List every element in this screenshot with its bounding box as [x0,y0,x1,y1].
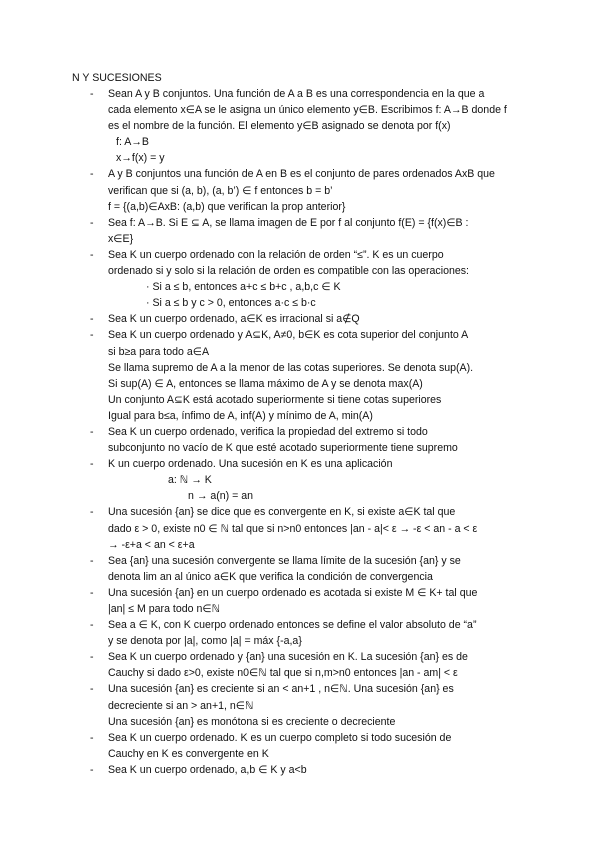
text-line: Una sucesión {an} es creciente si an < an+1 , n∈ℕ. Una sucesión {an} es [108,683,454,696]
text-line: y se denota por |a|, como |a| = máx {-a,a} [108,635,302,648]
list-item [0,424,600,456]
text-line: Sea K un cuerpo ordenado con la relación de orden “≤”. K es un cuerpo [108,248,444,261]
bullet-dash: - [90,168,94,181]
bullet-dash: - [90,329,94,342]
text-line: es el nombre de la función. El elemento y∈B asignado se denota por f(x) [108,120,451,133]
text-line: subconjunto no vacío de K que esté acotado superiormente tiene supremo [108,442,458,455]
bullet-dash: - [90,554,94,567]
list-item [0,215,600,247]
text-line: Sea K un cuerpo ordenado y {an} una sucesión en K. La sucesión {an} es de [108,651,468,664]
text-line: |an| ≤ M para todo n∈ℕ [108,603,221,615]
formula-line: f: A→B [116,136,149,149]
formula-line: a: ℕ → K [168,474,212,487]
list-item [0,585,600,617]
text-line: denota lim an al único a∈K que verifica la condición de convergencia [108,570,433,583]
list-item [0,311,600,327]
section-title: N Y SUCESIONES [72,72,162,84]
text-line: K un cuerpo ordenado. Una sucesión en K es una aplicación [108,458,393,471]
list-item [0,681,600,729]
bullet-dash: - [90,586,94,599]
text-line: Sea K un cuerpo ordenado, verifica la propiedad del extremo si todo [108,425,428,438]
text-line: Sea K un cuerpo ordenado, a∈K es irracional si a∉Q [108,313,360,326]
list-item [0,456,600,504]
list-item [0,553,600,585]
definitions-list [0,86,600,778]
list-item [0,617,600,649]
text-line: Una sucesión {an} en un cuerpo ordenado es acotada si existe M ∈ K+ tal que [108,586,478,599]
text-line: Una sucesión {an} se dice que es convergente en K, si existe a∈K tal que [108,506,456,519]
bullet-dash: - [90,216,94,229]
text-line: Sea {an} una sucesión convergente se llama límite de la sucesión {an} y se [108,554,461,567]
text-line: Si sup(A) ∈ A, entonces se llama máximo de A y se denota max(A) [108,377,423,390]
text-line: A y B conjuntos una función de A en B es el conjunto de pares ordenados AxB que [108,168,495,181]
sub-point: · Si a ≤ b, entonces a+c ≤ b+c , a,b,c ∈ K [146,281,341,294]
bullet-dash: - [90,313,94,326]
text-line: Sea a ∈ K, con K cuerpo ordenado entonces se define el valor absoluto de “a” [108,619,477,632]
formula-line: n → a(n) = an [188,490,254,503]
bullet-dash: - [90,651,94,664]
text-line: Sea f: A→B. Si E ⊆ A, se llama imagen de E por f al conjunto f(E) = {f(x)∈B : [108,216,469,229]
bullet-dash: - [90,248,94,261]
text-line: f = {(a,b)∈AxB: (a,b) que verifican la prop anterior} [108,200,346,213]
text-line: Un conjunto A⊆K está acotado superiormente si tiene cotas superiores [108,393,442,406]
bullet-dash: - [90,731,94,744]
text-line: verifican que si (a, b), (a, b’) ∈ f entonces b = b’ [108,184,333,197]
bullet-dash: - [90,506,94,519]
text-line: ordenado si y solo si la relación de orden es compatible con las operaciones: [108,265,469,278]
text-line: Una sucesión {an} es monótona si es creciente o decreciente [108,715,396,728]
list-item [0,762,600,778]
list-item [0,247,600,311]
list-item [0,86,600,166]
text-line: Sea K un cuerpo ordenado y A⊆K, A≠0, b∈K es cota superior del conjunto A [108,329,469,342]
list-item [0,327,600,424]
text-line: Sea K un cuerpo ordenado, a,b ∈ K y a<b [108,763,307,776]
bullet-dash: - [90,88,94,100]
bullet-dash: - [90,683,94,696]
text-line: Sea K un cuerpo ordenado. K es un cuerpo completo si todo sucesión de [108,731,452,744]
bullet-dash: - [90,763,94,776]
sub-point: · Si a ≤ b y c > 0, entonces a·c ≤ b·c [146,297,316,310]
text-line: si b≥a para todo a∈A [108,345,210,358]
text-line: Igual para b≤a, ínfimo de A, inf(A) y mínimo de A, min(A) [108,409,373,422]
text-line: Cauchy si dado ε>0, existe n0∈ℕ tal que si n,m>n0 entonces |an - am| < ε [108,667,458,680]
list-item [0,649,600,681]
list-item [0,504,600,552]
text-line: Cauchy en K es convergente en K [108,747,269,760]
bullet-dash: - [90,619,94,632]
text-line: Se llama supremo de A a la menor de las cotas superiores. Se denota sup(A). [108,361,474,374]
bullet-dash: - [90,458,94,471]
text-line: Sean A y B conjuntos. Una función de A a B es una correspondencia en la que a [108,88,485,100]
list-item [0,730,600,762]
text-line: dado ε > 0, existe n0 ∈ ℕ tal que si n>n0 entonces |an - a|< ε → -ε < an - a < ε [108,522,478,535]
text-line: cada elemento x∈A se le asigna un único elemento y∈B. Escribimos f: A→B donde f [108,104,507,117]
formula-line: x→f(x) = y [116,152,165,165]
text-line: decreciente si an > an+1, n∈ℕ [108,699,254,712]
list-item [0,166,600,214]
text-line: x∈E} [108,232,134,245]
text-line: → -ε+a < an < ε+a [108,538,195,551]
bullet-dash: - [90,425,94,438]
